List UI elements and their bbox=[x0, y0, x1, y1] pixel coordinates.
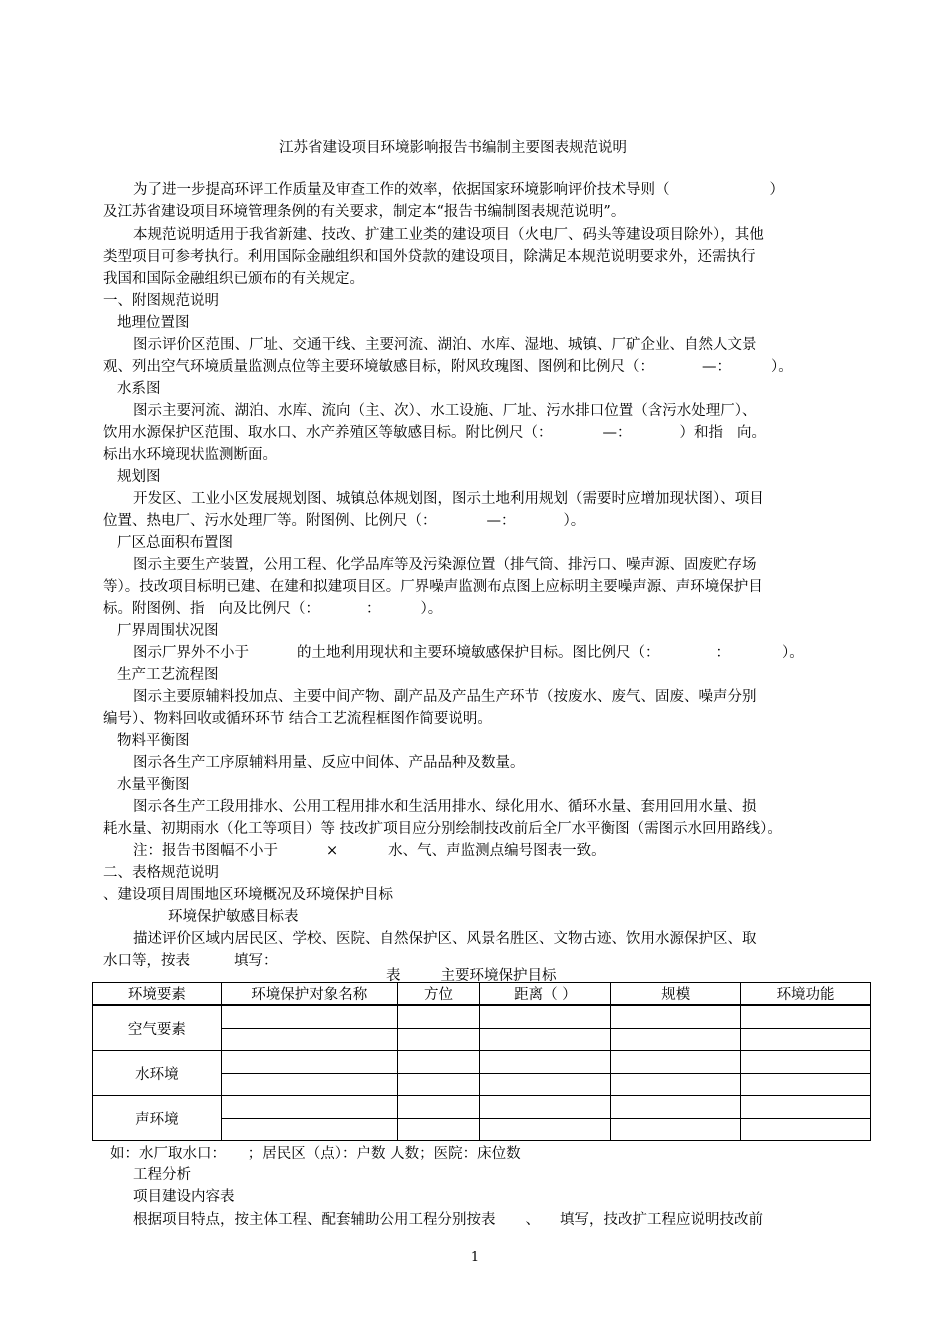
build-line1: 根据项目特点，按主体工程、配套辅助公用工程分别按表 、 填写，技改扩工程应说明技改前 bbox=[133, 1212, 763, 1228]
water-balance-line2: 耗水量、初期雨水（化工等项目）等 技改扩项目应分别绘制技改前后全厂水平衡图（需图示水回用路线）。 bbox=[103, 821, 782, 837]
table-row bbox=[93, 1051, 871, 1074]
desc-line2: 水口等，按表 填写： bbox=[103, 953, 278, 969]
table-row bbox=[93, 1005, 871, 1028]
geo-line1: 图示评价区范围、厂址、交通干线、主要河流、湖泊、水库、湿地、城镇、厂矿企业、自然人文景 bbox=[133, 337, 757, 353]
intro-p2-line3: 我国和国际金融组织已颁布的有关规定。 bbox=[103, 271, 364, 287]
around-line1: 图示厂界外不小于 的土地利用现状和主要环境敏感保护目标。图比例尺（： ： ）。 bbox=[133, 645, 804, 661]
water-balance-line1: 图示各生产工段用排水、公用工程用排水和生活用排水、绿化用水、循环水量、套用回用水量、损 bbox=[133, 799, 757, 815]
water-line2: 饮用水源保护区范围、取水口、水产养殖区等敏感目标。附比例尺（： —： ）和指 向。 bbox=[103, 425, 766, 441]
section2-sub1: 、建设项目周围地区环境概况及环境保护目标 bbox=[103, 887, 393, 903]
note-line: 注：报告书图幅不小于 × 水、气、声监测点编号图表一致。 bbox=[133, 843, 606, 859]
water-line1: 图示主要河流、湖泊、水库、流向（主、次）、水工设施、厂址、污水排口位置（含污水处理厂）、 bbox=[133, 403, 757, 419]
table-caption: 表 主要环境保护目标 bbox=[386, 968, 557, 984]
group-label: 空气要素 bbox=[93, 1005, 222, 1051]
table-row bbox=[93, 1096, 871, 1119]
page-number: 1 bbox=[470, 1250, 480, 1265]
layout-heading: 厂区总面积布置图 bbox=[117, 535, 233, 551]
col-header: 环境要素 bbox=[93, 983, 222, 1006]
layout-line2: 等）。技改项目标明已建、在建和拟建项目区。厂界噪声监测布点图上应标明主要噪声源、声环境保护目 bbox=[103, 579, 763, 595]
water-heading: 水系图 bbox=[117, 381, 161, 397]
col-header: 环境功能 bbox=[741, 983, 871, 1006]
intro-p2-line2: 类型项目可参考执行。利用国际金融组织和国外贷款的建设项目，除满足本规范说明要求外，还需执行 bbox=[103, 249, 756, 265]
flow-line2: 编号）、物料回收或循环环节 结合工艺流程框图作简要说明。 bbox=[103, 711, 492, 727]
plan-heading: 规划图 bbox=[117, 469, 161, 485]
around-heading: 厂界周围状况图 bbox=[117, 623, 219, 639]
section2-heading: 二、表格规范说明 bbox=[103, 865, 219, 881]
section2-sub1-1: 环境保护敏感目标表 bbox=[168, 909, 299, 925]
plan-line1: 开发区、工业小区发展规划图、城镇总体规划图，图示土地利用规划（需要时应增加现状图）、项目 bbox=[133, 491, 764, 507]
intro-p1-line1: 为了进一步提高环评工作质量及审查工作的效率，依据国家环境影响评价技术导则（ ） bbox=[133, 182, 784, 198]
engineering-heading: 工程分析 bbox=[133, 1167, 191, 1183]
intro-p1-line2: 及江苏省建设项目环境管理条例的有关要求，制定本“报告书编制图表规范说明”。 bbox=[103, 204, 626, 220]
example-line: 如：水厂取水口： ；居民区（点）：户数 人数；医院：床位数 bbox=[110, 1146, 521, 1162]
water-line3: 标出水环境现状监测断面。 bbox=[103, 447, 277, 463]
material-heading: 物料平衡图 bbox=[117, 733, 190, 749]
material-line1: 图示各生产工序原辅料用量、反应中间体、产品品种及数量。 bbox=[133, 755, 525, 771]
section1-heading: 一、附图规范说明 bbox=[103, 293, 219, 309]
build-content-heading: 项目建设内容表 bbox=[133, 1189, 235, 1205]
water-balance-heading: 水量平衡图 bbox=[117, 777, 190, 793]
page-title: 江苏省建设项目环境影响报告书编制主要图表规范说明 bbox=[279, 140, 627, 156]
col-header: 距离（ ） bbox=[480, 983, 611, 1006]
geo-line2: 观、列出空气环境质量监测点位等主要环境敏感目标，附风玫瑰图、图例和比例尺（： —： ）。 bbox=[103, 359, 793, 375]
group-label: 水环境 bbox=[93, 1051, 222, 1096]
flow-heading: 生产工艺流程图 bbox=[117, 667, 219, 683]
desc-line1: 描述评价区域内居民区、学校、医院、自然保护区、风景名胜区、文物古迹、饮用水源保护区、取 bbox=[133, 931, 757, 947]
col-header: 方位 bbox=[397, 983, 480, 1006]
col-header: 规模 bbox=[611, 983, 741, 1006]
plan-line2: 位置、热电厂、污水处理厂等。附图例、比例尺（： —： ）。 bbox=[103, 513, 586, 529]
geo-heading: 地理位置图 bbox=[117, 315, 190, 331]
environment-protection-table bbox=[92, 982, 871, 1141]
intro-p2-line1: 本规范说明适用于我省新建、技改、扩建工业类的建设项目（火电厂、码头等建设项目除外），其他 bbox=[133, 227, 764, 243]
layout-line3: 标。附图例、指 向及比例尺（： ： ）。 bbox=[103, 601, 443, 617]
group-label: 声环境 bbox=[93, 1096, 222, 1141]
layout-line1: 图示主要生产装置，公用工程、化学品库等及污染源位置（排气筒、排污口、噪声源、固废贮存场 bbox=[133, 557, 757, 573]
col-header: 环境保护对象名称 bbox=[221, 983, 397, 1006]
flow-line1: 图示主要原辅料投加点、主要中间产物、副产品及产品生产环节（按废水、废气、固废、噪声分别 bbox=[133, 689, 757, 705]
